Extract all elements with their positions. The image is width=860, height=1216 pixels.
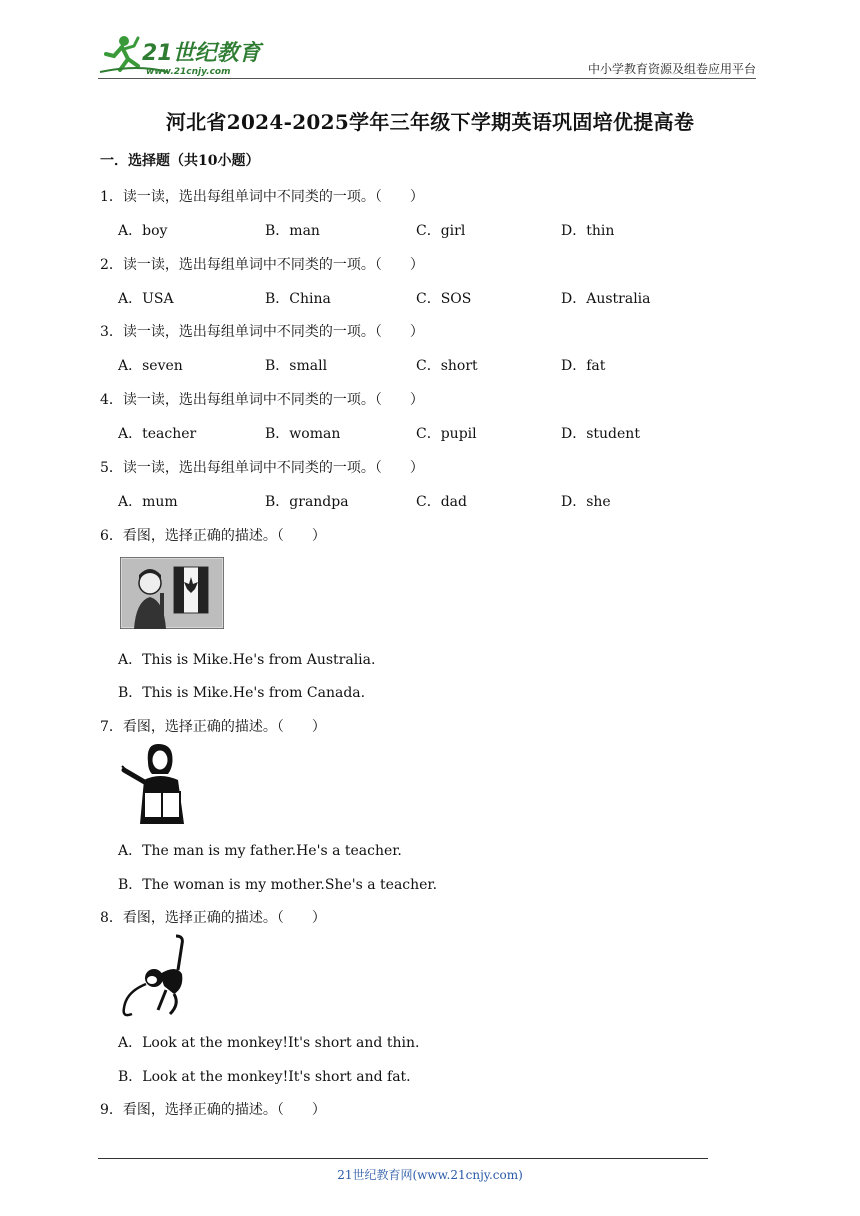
option-a: A．mum <box>118 494 178 510</box>
option-a: A．boy <box>118 223 168 239</box>
question-6-option-a: A．This is Mike.He's from Australia. <box>118 652 376 668</box>
boy-with-canada-flag-image <box>120 557 224 629</box>
question-6-stem: 6．看图，选择正确的描述。（ ） <box>100 528 326 544</box>
question-9-stem: 9．看图，选择正确的描述。（ ） <box>100 1102 326 1118</box>
option-c: C．pupil <box>416 426 477 442</box>
option-b: B．China <box>265 291 331 307</box>
option-b: B．grandpa <box>265 494 349 510</box>
question-4-stem: 4．读一读，选出每组单词中不同类的一项。（ ） <box>100 392 424 408</box>
section-heading: 一．选择题（共10小题） <box>100 153 260 169</box>
page-header <box>98 32 756 78</box>
exam-title: 河北省2024-2025学年三年级下学期英语巩固培优提高卷 <box>165 110 695 134</box>
monkey-image <box>118 934 198 1018</box>
header-divider <box>98 78 756 79</box>
option-d: D．she <box>561 494 611 510</box>
question-6-option-b: B．This is Mike.He's from Canada. <box>118 685 366 701</box>
option-c: C．girl <box>416 223 466 239</box>
platform-name: 中小学教育资源及组卷应用平台 <box>587 62 756 76</box>
option-d: D．thin <box>561 223 615 239</box>
option-c: C．short <box>416 358 478 374</box>
question-5-stem: 5．读一读，选出每组单词中不同类的一项。（ ） <box>100 460 424 476</box>
question-8-option-b: B．Look at the monkey!It's short and fat. <box>118 1069 411 1085</box>
option-d: D．Australia <box>561 291 651 307</box>
question-7-option-b: B．The woman is my mother.She's a teacher. <box>118 877 438 893</box>
option-b: B．woman <box>265 426 341 442</box>
question-7-stem: 7．看图，选择正确的描述。（ ） <box>100 719 326 735</box>
question-2-stem: 2．读一读，选出每组单词中不同类的一项。（ ） <box>100 257 424 273</box>
option-c: C．dad <box>416 494 467 510</box>
option-b: B．man <box>265 223 320 239</box>
logo-text: 21世纪教育 <box>142 41 261 66</box>
option-c: C．SOS <box>416 291 472 307</box>
question-3-stem: 3．读一读，选出每组单词中不同类的一项。（ ） <box>100 324 424 340</box>
option-a: A．seven <box>118 358 183 374</box>
option-b: B．small <box>265 358 328 374</box>
question-7-option-a: A．The man is my father.He's a teacher. <box>118 843 402 859</box>
question-8-option-a: A．Look at the monkey!It's short and thin. <box>118 1035 420 1051</box>
footer-divider <box>98 1158 708 1159</box>
option-a: A．teacher <box>118 426 197 442</box>
runner-icon <box>98 32 268 78</box>
logo-url: www.21cnjy.com <box>146 67 231 77</box>
site-logo[interactable] <box>98 32 268 78</box>
woman-teacher-image <box>118 740 200 826</box>
question-1-stem: 1．读一读，选出每组单词中不同类的一项。（ ） <box>100 189 424 205</box>
option-a: A．USA <box>118 291 174 307</box>
question-8-stem: 8．看图，选择正确的描述。（ ） <box>100 910 326 926</box>
option-d: D．fat <box>561 358 606 374</box>
option-d: D．student <box>561 426 640 442</box>
footer-text[interactable]: 21世纪教育网(www.21cnjy.com) <box>337 1168 523 1182</box>
